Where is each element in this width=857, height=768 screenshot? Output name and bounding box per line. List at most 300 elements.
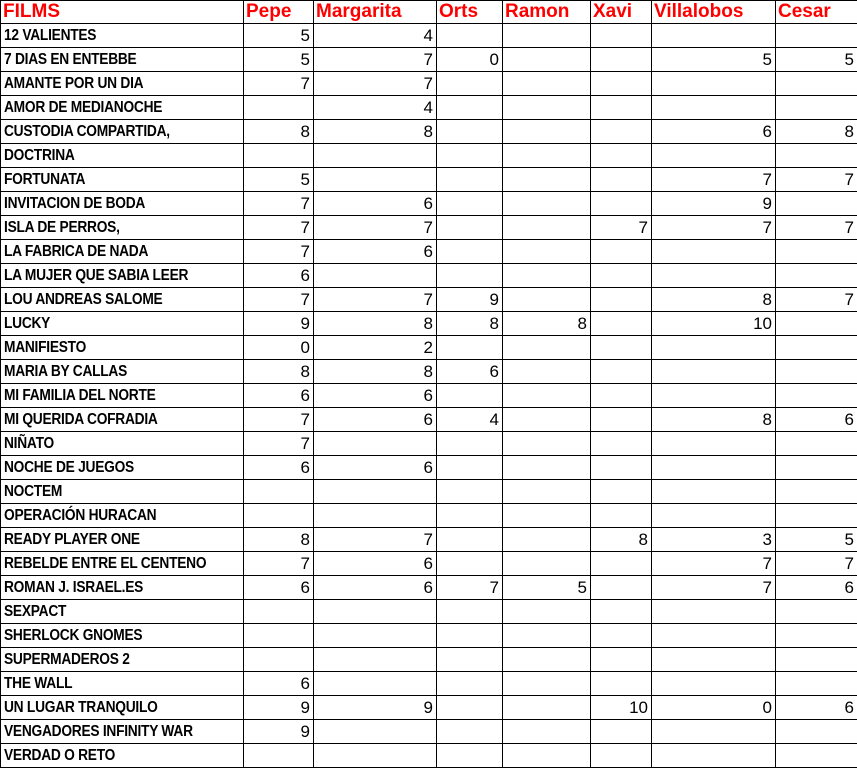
score-cell[interactable]: 8 [437, 312, 503, 336]
score-cell[interactable] [591, 288, 652, 312]
score-cell[interactable] [652, 432, 776, 456]
score-cell[interactable] [437, 336, 503, 360]
score-cell[interactable] [652, 96, 776, 120]
film-title-text: VERDAD O RETO [4, 744, 115, 767]
table-row [1, 144, 857, 168]
score-cell[interactable] [776, 744, 857, 768]
film-title-text: SHERLOCK GNOMES [4, 624, 142, 647]
score-cell[interactable] [591, 48, 652, 72]
film-title-text: AMANTE POR UN DIA [4, 72, 143, 95]
score-cell[interactable] [591, 120, 652, 144]
film-title-cell[interactable] [1, 408, 244, 432]
film-title-cell[interactable] [1, 120, 244, 144]
score-cell[interactable] [591, 264, 652, 288]
score-cell[interactable]: 9 [437, 288, 503, 312]
table-row [1, 624, 857, 648]
film-title-cell[interactable] [1, 144, 244, 168]
score-cell[interactable] [591, 576, 652, 600]
score-cell[interactable] [437, 528, 503, 552]
score-cell[interactable] [503, 240, 591, 264]
film-title-text: MI FAMILIA DEL NORTE [4, 384, 156, 407]
score-cell[interactable] [437, 624, 503, 648]
score-cell[interactable]: 9 [244, 696, 314, 720]
film-title-cell[interactable] [1, 696, 244, 720]
score-cell[interactable] [437, 216, 503, 240]
score-cell[interactable] [503, 48, 591, 72]
score-cell[interactable]: 7 [776, 216, 857, 240]
score-cell[interactable]: 9 [314, 696, 437, 720]
score-cell[interactable] [776, 240, 857, 264]
score-cell[interactable]: 7 [244, 432, 314, 456]
score-cell[interactable] [776, 648, 857, 672]
film-title-text: DOCTRINA [4, 144, 75, 167]
score-cell[interactable] [503, 696, 591, 720]
score-cell[interactable]: 6 [314, 408, 437, 432]
score-cell[interactable]: 9 [244, 720, 314, 744]
score-cell[interactable]: 7 [244, 552, 314, 576]
score-cell[interactable]: 8 [652, 408, 776, 432]
score-cell[interactable] [652, 240, 776, 264]
score-cell[interactable] [503, 384, 591, 408]
table-row [1, 192, 857, 216]
score-cell[interactable]: 6 [776, 696, 857, 720]
score-cell[interactable]: 7 [437, 576, 503, 600]
score-cell[interactable] [503, 600, 591, 624]
film-title-cell[interactable] [1, 720, 244, 744]
score-cell[interactable] [591, 480, 652, 504]
film-title-cell[interactable] [1, 288, 244, 312]
score-cell[interactable]: 7 [776, 288, 857, 312]
score-cell[interactable]: 4 [314, 24, 437, 48]
table-row [1, 432, 857, 456]
score-cell[interactable] [776, 384, 857, 408]
film-title-cell[interactable] [1, 48, 244, 72]
score-cell[interactable] [314, 624, 437, 648]
score-cell[interactable]: 10 [652, 312, 776, 336]
score-cell[interactable] [776, 432, 857, 456]
score-cell[interactable]: 8 [314, 120, 437, 144]
film-title-cell[interactable] [1, 216, 244, 240]
score-cell[interactable]: 7 [776, 552, 857, 576]
score-cell[interactable]: 7 [314, 288, 437, 312]
score-cell[interactable] [652, 624, 776, 648]
score-cell[interactable] [503, 504, 591, 528]
film-title-cell[interactable] [1, 552, 244, 576]
score-cell[interactable] [776, 96, 857, 120]
score-cell[interactable] [503, 408, 591, 432]
column-header-cesar[interactable]: Cesar [776, 1, 857, 24]
score-cell[interactable] [591, 360, 652, 384]
score-cell[interactable]: 9 [652, 192, 776, 216]
score-cell[interactable] [652, 264, 776, 288]
table-row [1, 48, 857, 72]
score-cell[interactable]: 6 [244, 456, 314, 480]
score-cell[interactable] [314, 264, 437, 288]
score-cell[interactable] [503, 624, 591, 648]
score-cell[interactable]: 5 [652, 48, 776, 72]
score-cell[interactable] [591, 24, 652, 48]
film-title-cell[interactable] [1, 624, 244, 648]
score-cell[interactable] [314, 504, 437, 528]
film-title-text: ISLA DE PERROS, [4, 216, 120, 239]
film-title-cell[interactable] [1, 744, 244, 768]
score-cell[interactable] [652, 360, 776, 384]
column-header-films[interactable]: FILMS [1, 1, 244, 24]
score-cell[interactable] [652, 672, 776, 696]
score-cell[interactable]: 6 [314, 384, 437, 408]
score-cell[interactable] [437, 384, 503, 408]
film-title-cell[interactable] [1, 576, 244, 600]
score-cell[interactable]: 6 [314, 192, 437, 216]
score-cell[interactable] [591, 336, 652, 360]
film-title-text: SEXPACT [4, 600, 66, 623]
score-cell[interactable] [503, 456, 591, 480]
film-title-cell[interactable] [1, 192, 244, 216]
score-cell[interactable] [437, 672, 503, 696]
table-row [1, 72, 857, 96]
score-cell[interactable]: 7 [244, 288, 314, 312]
score-cell[interactable] [776, 144, 857, 168]
film-title-cell[interactable] [1, 240, 244, 264]
score-cell[interactable]: 6 [244, 576, 314, 600]
score-cell[interactable] [503, 144, 591, 168]
score-cell[interactable] [437, 120, 503, 144]
score-cell[interactable]: 7 [244, 192, 314, 216]
score-cell[interactable] [652, 720, 776, 744]
score-cell[interactable] [503, 264, 591, 288]
score-cell[interactable] [776, 24, 857, 48]
film-title-cell[interactable] [1, 312, 244, 336]
score-cell[interactable] [437, 432, 503, 456]
score-cell[interactable] [776, 600, 857, 624]
score-cell[interactable] [591, 744, 652, 768]
score-cell[interactable] [244, 744, 314, 768]
score-cell[interactable] [314, 744, 437, 768]
table-row [1, 384, 857, 408]
score-cell[interactable] [776, 672, 857, 696]
score-cell[interactable] [776, 312, 857, 336]
score-cell[interactable] [652, 648, 776, 672]
score-cell[interactable] [314, 672, 437, 696]
score-cell[interactable] [437, 264, 503, 288]
column-header-xavi[interactable]: Xavi [591, 1, 652, 24]
score-cell[interactable] [503, 480, 591, 504]
score-cell[interactable]: 6 [244, 264, 314, 288]
score-cell[interactable] [591, 168, 652, 192]
score-cell[interactable] [591, 624, 652, 648]
film-title-text: FORTUNATA [4, 168, 85, 191]
film-title-text: MANIFIESTO [4, 336, 86, 359]
score-cell[interactable] [437, 192, 503, 216]
score-cell[interactable]: 2 [314, 336, 437, 360]
score-cell[interactable] [244, 96, 314, 120]
score-cell[interactable] [314, 720, 437, 744]
score-cell[interactable]: 7 [314, 72, 437, 96]
score-cell[interactable]: 7 [652, 216, 776, 240]
film-title-cell[interactable] [1, 384, 244, 408]
score-cell[interactable] [437, 456, 503, 480]
film-title-cell[interactable] [1, 480, 244, 504]
film-title-cell[interactable] [1, 432, 244, 456]
score-cell[interactable] [591, 240, 652, 264]
score-cell[interactable]: 7 [652, 168, 776, 192]
score-cell[interactable] [652, 456, 776, 480]
score-cell[interactable]: 6 [314, 576, 437, 600]
score-cell[interactable]: 0 [437, 48, 503, 72]
table-row [1, 24, 857, 48]
score-cell[interactable] [591, 384, 652, 408]
score-cell[interactable]: 6 [776, 576, 857, 600]
score-cell[interactable] [503, 120, 591, 144]
score-cell[interactable] [503, 360, 591, 384]
column-header-orts[interactable]: Orts [437, 1, 503, 24]
score-cell[interactable] [503, 216, 591, 240]
film-title-cell[interactable] [1, 504, 244, 528]
film-title-cell[interactable] [1, 672, 244, 696]
table-row [1, 336, 857, 360]
score-cell[interactable]: 0 [652, 696, 776, 720]
score-cell[interactable] [314, 648, 437, 672]
score-cell[interactable] [503, 192, 591, 216]
score-cell[interactable] [591, 456, 652, 480]
score-cell[interactable] [437, 504, 503, 528]
table-row [1, 480, 857, 504]
film-title-cell[interactable] [1, 360, 244, 384]
score-cell[interactable] [776, 264, 857, 288]
table-row [1, 720, 857, 744]
score-cell[interactable] [591, 432, 652, 456]
score-cell[interactable]: 8 [244, 360, 314, 384]
score-cell[interactable]: 5 [503, 576, 591, 600]
score-cell[interactable] [652, 600, 776, 624]
score-cell[interactable]: 4 [314, 96, 437, 120]
table-row [1, 648, 857, 672]
score-cell[interactable] [437, 648, 503, 672]
score-cell[interactable] [437, 744, 503, 768]
table-row [1, 600, 857, 624]
table-row [1, 552, 857, 576]
score-cell[interactable]: 6 [437, 360, 503, 384]
score-cell[interactable]: 5 [776, 48, 857, 72]
score-cell[interactable] [591, 600, 652, 624]
score-cell[interactable] [314, 600, 437, 624]
score-cell[interactable]: 9 [244, 312, 314, 336]
score-cell[interactable]: 8 [314, 360, 437, 384]
score-cell[interactable]: 6 [652, 120, 776, 144]
score-cell[interactable] [503, 96, 591, 120]
score-cell[interactable]: 6 [314, 552, 437, 576]
column-header-ramon[interactable]: Ramon [503, 1, 591, 24]
score-cell[interactable]: 6 [244, 384, 314, 408]
column-header-margarita[interactable]: Margarita [314, 1, 437, 24]
film-title-text: THE WALL [4, 672, 72, 695]
score-cell[interactable]: 8 [591, 528, 652, 552]
score-cell[interactable] [503, 72, 591, 96]
score-cell[interactable]: 7 [776, 168, 857, 192]
score-cell[interactable] [591, 72, 652, 96]
score-cell[interactable] [591, 720, 652, 744]
film-title-cell[interactable] [1, 648, 244, 672]
table-row [1, 528, 857, 552]
score-cell[interactable] [244, 480, 314, 504]
score-cell[interactable]: 7 [652, 576, 776, 600]
film-title-cell[interactable] [1, 96, 244, 120]
film-title-text: VENGADORES INFINITY WAR [4, 720, 193, 743]
score-cell[interactable] [591, 192, 652, 216]
score-cell[interactable]: 6 [244, 672, 314, 696]
score-cell[interactable] [776, 72, 857, 96]
score-cell[interactable]: 8 [776, 120, 857, 144]
score-cell[interactable]: 7 [314, 216, 437, 240]
score-cell[interactable]: 8 [244, 528, 314, 552]
score-cell[interactable] [437, 96, 503, 120]
score-cell[interactable]: 4 [437, 408, 503, 432]
score-cell[interactable]: 6 [776, 408, 857, 432]
score-cell[interactable] [652, 744, 776, 768]
table-row [1, 504, 857, 528]
score-cell[interactable] [776, 624, 857, 648]
score-cell[interactable] [776, 504, 857, 528]
column-header-villalobos[interactable]: Villalobos [652, 1, 776, 24]
film-title-text: 7 DIAS EN ENTEBBE [4, 48, 136, 71]
film-title-text: NOCTEM [4, 480, 62, 503]
score-cell[interactable]: 8 [314, 312, 437, 336]
score-cell[interactable] [591, 96, 652, 120]
film-title-cell[interactable] [1, 72, 244, 96]
score-cell[interactable] [776, 480, 857, 504]
score-cell[interactable]: 7 [314, 48, 437, 72]
table-row [1, 312, 857, 336]
score-cell[interactable] [437, 168, 503, 192]
film-title-text: NIÑATO [4, 432, 54, 455]
score-cell[interactable] [437, 552, 503, 576]
score-cell[interactable] [776, 336, 857, 360]
score-cell[interactable] [503, 720, 591, 744]
score-cell[interactable]: 3 [652, 528, 776, 552]
score-cell[interactable] [652, 336, 776, 360]
score-cell[interactable] [591, 504, 652, 528]
score-cell[interactable] [437, 600, 503, 624]
score-cell[interactable] [503, 24, 591, 48]
score-cell[interactable] [776, 360, 857, 384]
score-cell[interactable]: 8 [244, 120, 314, 144]
score-cell[interactable] [591, 552, 652, 576]
score-cell[interactable] [652, 144, 776, 168]
score-cell[interactable] [437, 72, 503, 96]
score-cell[interactable] [591, 672, 652, 696]
score-cell[interactable]: 8 [652, 288, 776, 312]
film-title-text: OPERACIÓN HURACAN [4, 504, 156, 527]
score-cell[interactable] [437, 144, 503, 168]
score-cell[interactable] [503, 672, 591, 696]
score-cell[interactable]: 10 [591, 696, 652, 720]
score-cell[interactable]: 7 [244, 216, 314, 240]
score-cell[interactable] [437, 720, 503, 744]
table-row [1, 264, 857, 288]
score-cell[interactable] [503, 288, 591, 312]
table-row [1, 96, 857, 120]
score-cell[interactable] [244, 144, 314, 168]
score-cell[interactable] [437, 696, 503, 720]
film-title-cell[interactable] [1, 168, 244, 192]
score-cell[interactable] [503, 336, 591, 360]
score-cell[interactable]: 7 [244, 408, 314, 432]
score-cell[interactable] [244, 624, 314, 648]
table-row [1, 120, 857, 144]
score-cell[interactable] [591, 408, 652, 432]
score-cell[interactable]: 7 [244, 72, 314, 96]
score-cell[interactable] [652, 24, 776, 48]
score-cell[interactable] [314, 144, 437, 168]
table-row [1, 168, 857, 192]
score-cell[interactable] [503, 744, 591, 768]
score-cell[interactable] [503, 648, 591, 672]
score-cell[interactable]: 8 [503, 312, 591, 336]
score-cell[interactable] [652, 72, 776, 96]
score-cell[interactable] [314, 480, 437, 504]
score-cell[interactable]: 7 [314, 528, 437, 552]
score-cell[interactable] [244, 648, 314, 672]
score-cell[interactable]: 5 [244, 24, 314, 48]
score-cell[interactable] [652, 480, 776, 504]
score-cell[interactable]: 7 [652, 552, 776, 576]
film-title-text: AMOR DE MEDIANOCHE [4, 96, 162, 119]
score-cell[interactable]: 5 [244, 48, 314, 72]
score-cell[interactable]: 5 [776, 528, 857, 552]
score-cell[interactable] [437, 24, 503, 48]
score-cell[interactable]: 7 [244, 240, 314, 264]
film-title-cell[interactable] [1, 264, 244, 288]
score-cell[interactable] [314, 432, 437, 456]
score-cell[interactable] [437, 240, 503, 264]
score-cell[interactable]: 0 [244, 336, 314, 360]
film-title-cell[interactable] [1, 456, 244, 480]
score-cell[interactable] [652, 504, 776, 528]
column-header-pepe[interactable]: Pepe [244, 1, 314, 24]
film-title-text: LUCKY [4, 312, 50, 335]
score-cell[interactable]: 5 [244, 168, 314, 192]
score-cell[interactable] [591, 144, 652, 168]
film-title-cell[interactable] [1, 600, 244, 624]
score-cell[interactable] [776, 456, 857, 480]
score-cell[interactable] [776, 720, 857, 744]
film-title-cell[interactable] [1, 336, 244, 360]
table-row [1, 360, 857, 384]
film-title-cell[interactable] [1, 528, 244, 552]
score-cell[interactable] [503, 552, 591, 576]
score-cell[interactable] [437, 480, 503, 504]
score-cell[interactable] [503, 528, 591, 552]
score-cell[interactable] [591, 312, 652, 336]
score-cell[interactable]: 6 [314, 456, 437, 480]
score-cell[interactable] [591, 648, 652, 672]
film-title-cell[interactable] [1, 24, 244, 48]
score-cell[interactable]: 6 [314, 240, 437, 264]
film-title-text: ROMAN J. ISRAEL.ES [4, 576, 143, 599]
score-cell[interactable] [244, 600, 314, 624]
score-cell[interactable] [314, 168, 437, 192]
score-cell[interactable]: 7 [591, 216, 652, 240]
table-row [1, 240, 857, 264]
score-cell[interactable] [776, 192, 857, 216]
score-cell[interactable] [244, 504, 314, 528]
score-cell[interactable] [503, 432, 591, 456]
film-title-text: REBELDE ENTRE EL CENTENO [4, 552, 206, 575]
score-cell[interactable] [503, 168, 591, 192]
film-title-text: CUSTODIA COMPARTIDA, [4, 120, 170, 143]
score-cell[interactable] [652, 384, 776, 408]
film-title-text: LA FABRICA DE NADA [4, 240, 148, 263]
